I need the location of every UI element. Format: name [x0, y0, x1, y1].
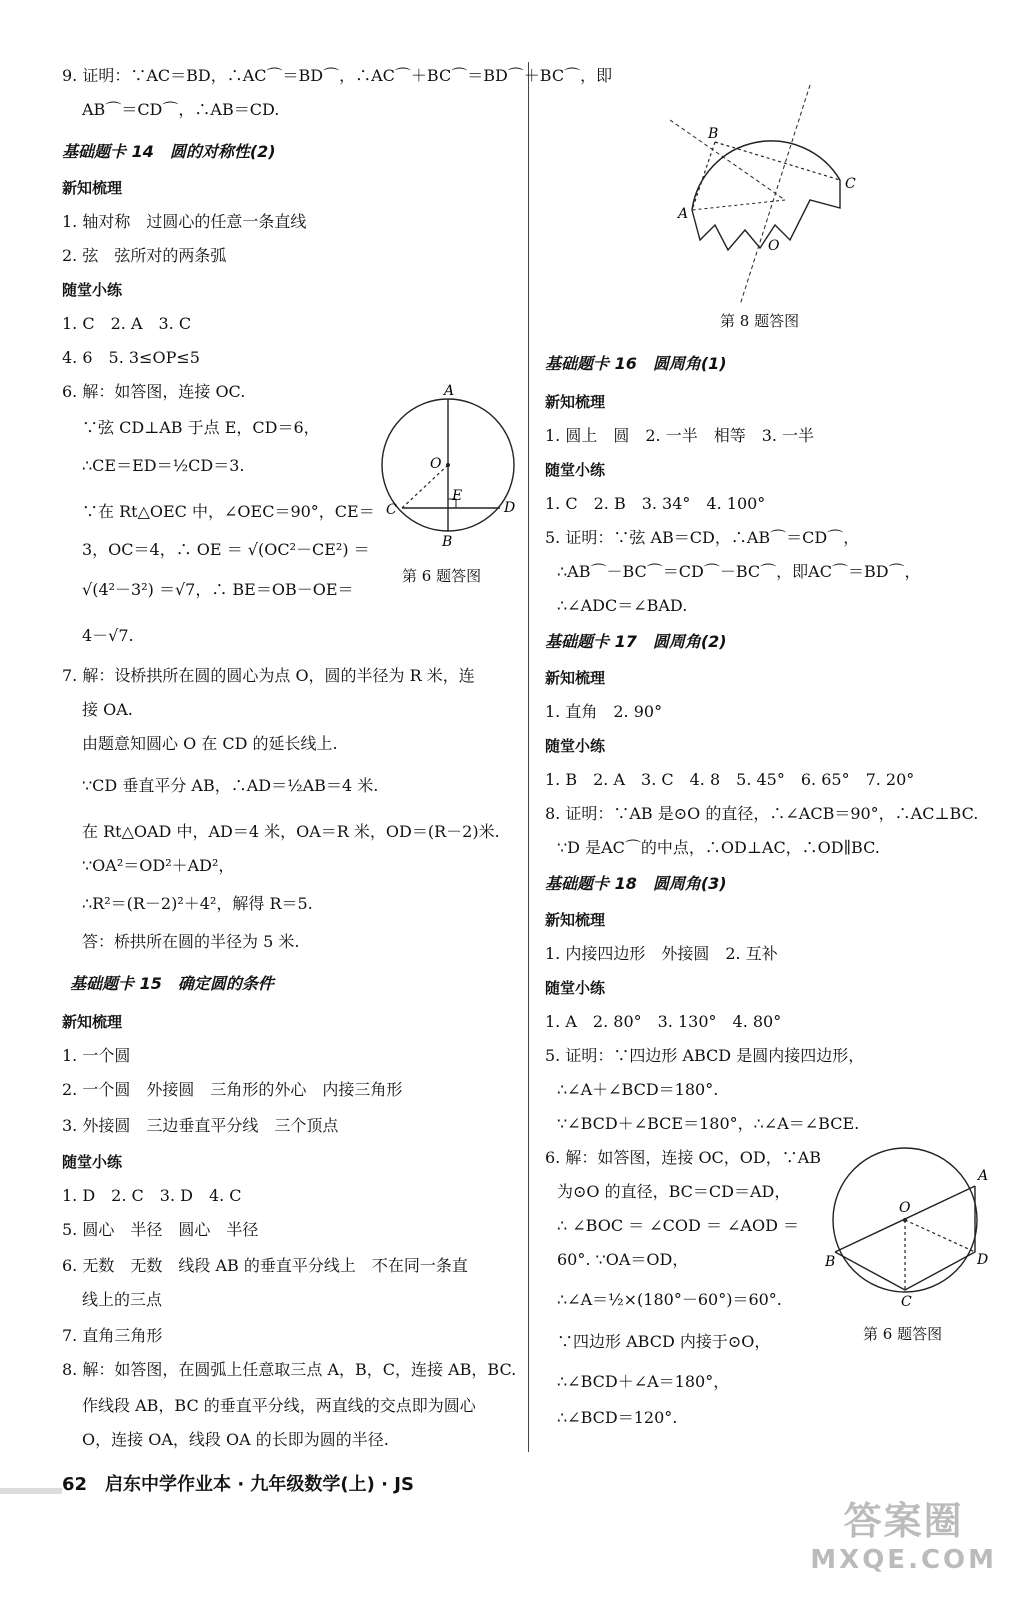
q7-line: ∵CD 垂直平分 AB，∴AD＝½AB＝4 米.	[82, 776, 379, 795]
page-footer: 62 启东中学作业本 · 九年级数学(上) · JS	[62, 1474, 414, 1495]
watermark-line2: MXQE.COM	[810, 1545, 997, 1575]
answer-line: 1. B 2. A 3. C 4. 8 5. 45° 6. 65° 7. 20°	[545, 770, 915, 789]
subheading-xzsl: 新知梳理	[545, 911, 606, 929]
q6-line: ∴CE＝ED＝½CD＝3.	[82, 456, 245, 475]
column-divider	[528, 62, 529, 1452]
q7-line: 接 OA.	[82, 700, 133, 719]
subheading-stxl: 随堂小练	[545, 979, 606, 997]
q6-line: √(4²－3²) ＝√7，∴ BE＝OB－OE＝	[82, 580, 354, 599]
q9-line: AB⌒＝CD⌒，∴AB＝CD.	[82, 100, 280, 119]
q6-line: 3，OC＝4，∴ OE ＝ √(OC²－CE²) ＝	[82, 540, 370, 559]
answer-line: ∴AB⌒－BC⌒＝CD⌒－BC⌒，即AC⌒＝BD⌒，	[557, 562, 921, 581]
answer-line: 3. 外接圆 三边垂直平分线 三个顶点	[62, 1116, 339, 1135]
answer-line: ∵D 是AC⌒的中点，∴OD⊥AC，∴OD∥BC.	[557, 838, 880, 857]
answer-line: 1. 轴对称 过圆心的任意一条直线	[62, 212, 307, 231]
answer-line: ∴∠ADC＝∠BAD.	[557, 596, 688, 615]
answer-line: 8. 证明：∵AB 是⊙O 的直径，∴∠ACB＝90°，∴AC⊥BC.	[545, 804, 979, 823]
answer-line: 1. 直角 2. 90°	[545, 702, 663, 721]
fig6-label: C	[386, 502, 397, 518]
q6b-line: ∴∠A＝½×(180°－60°)＝60°.	[557, 1290, 782, 1309]
footer-rule	[0, 1488, 62, 1494]
subheading-stxl: 随堂小练	[545, 461, 606, 479]
fig8-label: O	[768, 238, 780, 254]
q7-line: 答：桥拱所在圆的半径为 5 米.	[82, 932, 300, 951]
section-title-16: 基础题卡 16 圆周角(1)	[545, 354, 727, 373]
answer-line: 5. 圆心 半径 圆心 半径	[62, 1220, 259, 1239]
watermark-logo	[810, 1490, 997, 1575]
figure-6b-inscribed-quad-diagram	[825, 1140, 990, 1310]
answer-line: 1. 圆上 圆 2. 一半 相等 3. 一半	[545, 426, 815, 445]
figure-6b-caption: 第 6 题答图	[863, 1325, 943, 1343]
figure-6-circle-diagram	[380, 380, 530, 555]
answer-line: 5. 证明：∵弦 AB＝CD，∴AB⌒＝CD⌒，	[545, 528, 860, 547]
subheading-xzsl: 新知梳理	[62, 179, 123, 197]
answer-line: 1. 一个圆	[62, 1046, 131, 1065]
fig8-label: C	[845, 176, 856, 192]
fig6-label: O	[430, 456, 442, 472]
q6b-line: 6. 解：如答图，连接 OC，OD，∵AB	[545, 1148, 822, 1167]
fig6b-label: B	[825, 1254, 836, 1270]
watermark-line1: 答案圈	[843, 1499, 964, 1543]
subheading-xzsl: 新知梳理	[62, 1013, 123, 1031]
q6b-line: ∴∠BCD＝120°.	[557, 1408, 678, 1427]
subheading-stxl: 随堂小练	[62, 1153, 123, 1171]
q9-line: 9. 证明：∵AC＝BD，∴AC⌒＝BD⌒，∴AC⌒＋BC⌒＝BD⌒＋BC⌒，即	[62, 66, 613, 85]
subheading-stxl: 随堂小练	[62, 281, 123, 299]
q7-line: ∴R²＝(R－2)²＋4²，解得 R＝5.	[82, 894, 313, 913]
figure-8-arc-diagram	[670, 80, 870, 310]
q6-line: ∵在 Rt△OEC 中，∠OEC＝90°，CE＝	[82, 502, 375, 521]
answer-line: O，连接 OA，线段 OA 的长即为圆的半径.	[82, 1430, 389, 1449]
q6b-line: ∴ ∠BOC ＝ ∠COD ＝ ∠AOD ＝	[557, 1216, 800, 1235]
answer-line: 8. 解：如答图，在圆弧上任意取三点 A，B，C，连接 AB，BC.	[62, 1360, 517, 1379]
answer-line: 6. 无数 无数 线段 AB 的垂直平分线上 不在同一条直	[62, 1256, 468, 1275]
q7-line: 在 Rt△OAD 中，AD＝4 米，OA＝R 米，OD＝(R－2)米.	[82, 822, 500, 841]
answer-line: 5. 证明：∵四边形 ABCD 是圆内接四边形，	[545, 1046, 865, 1065]
answer-line: 1. D 2. C 3. D 4. C	[62, 1186, 242, 1205]
q7-line: 7. 解：设桥拱所在圆的圆心为点 O，圆的半径为 R 米，连	[62, 666, 475, 685]
q7-line: 由题意知圆心 O 在 CD 的延长线上.	[82, 734, 338, 753]
section-title-18: 基础题卡 18 圆周角(3)	[545, 874, 727, 893]
answer-line: ∴∠A＋∠BCD＝180°.	[557, 1080, 719, 1099]
q6-line: 6. 解：如答图，连接 OC.	[62, 382, 246, 401]
answer-line: 作线段 AB，BC 的垂直平分线，两直线的交点即为圆心	[82, 1396, 476, 1415]
fig8-label: B	[708, 126, 719, 142]
answer-line: 1. C 2. B 3. 34° 4. 100°	[545, 494, 766, 513]
section-title-15: 基础题卡 15 确定圆的条件	[70, 974, 274, 993]
subheading-xzsl: 新知梳理	[545, 393, 606, 411]
q6-line: ∵弦 CD⊥AB 于点 E，CD＝6，	[82, 418, 320, 437]
answer-line: 7. 直角三角形	[62, 1326, 163, 1345]
answer-line: 1. C 2. A 3. C	[62, 314, 192, 333]
subheading-xzsl: 新知梳理	[545, 669, 606, 687]
q6b-line: 为⊙O 的直径，BC＝CD＝AD，	[557, 1182, 791, 1201]
q6b-line: ∵四边形 ABCD 内接于⊙O，	[557, 1332, 771, 1351]
answer-line: 2. 一个圆 外接圆 三角形的外心 内接三角形	[62, 1080, 403, 1099]
section-title-17: 基础题卡 17 圆周角(2)	[545, 632, 727, 651]
figure-6-caption: 第 6 题答图	[402, 567, 482, 585]
figure-8-caption: 第 8 题答图	[720, 312, 800, 330]
fig6-label: E	[452, 488, 463, 504]
answer-line: ∵∠BCD＋∠BCE＝180°，∴∠A＝∠BCE.	[557, 1114, 860, 1133]
answer-line: 2. 弦 弦所对的两条弧	[62, 246, 227, 265]
answer-line: 4. 6 5. 3≤OP≤5	[62, 348, 200, 367]
answer-line: 1. 内接四边形 外接圆 2. 互补	[545, 944, 778, 963]
answer-line: 1. A 2. 80° 3. 130° 4. 80°	[545, 1012, 782, 1031]
fig6-label: B	[442, 534, 453, 550]
fig8-label: A	[678, 206, 689, 222]
fig6b-label: A	[978, 1168, 989, 1184]
fig6b-label: O	[899, 1200, 911, 1216]
subheading-stxl: 随堂小练	[545, 737, 606, 755]
fig6-label: D	[504, 500, 516, 516]
q6b-line: ∴∠BCD＋∠A＝180°，	[557, 1372, 730, 1391]
q6-line: 4－√7.	[82, 626, 134, 645]
fig6b-label: C	[901, 1294, 912, 1310]
fig6-label: A	[444, 383, 455, 399]
answer-line: 线上的三点	[82, 1290, 163, 1309]
q6b-line: 60°. ∵OA＝OD，	[557, 1250, 689, 1269]
q7-line: ∵OA²＝OD²＋AD²，	[82, 856, 235, 875]
fig6b-label: D	[977, 1252, 989, 1268]
section-title-14: 基础题卡 14 圆的对称性(2)	[62, 142, 276, 161]
